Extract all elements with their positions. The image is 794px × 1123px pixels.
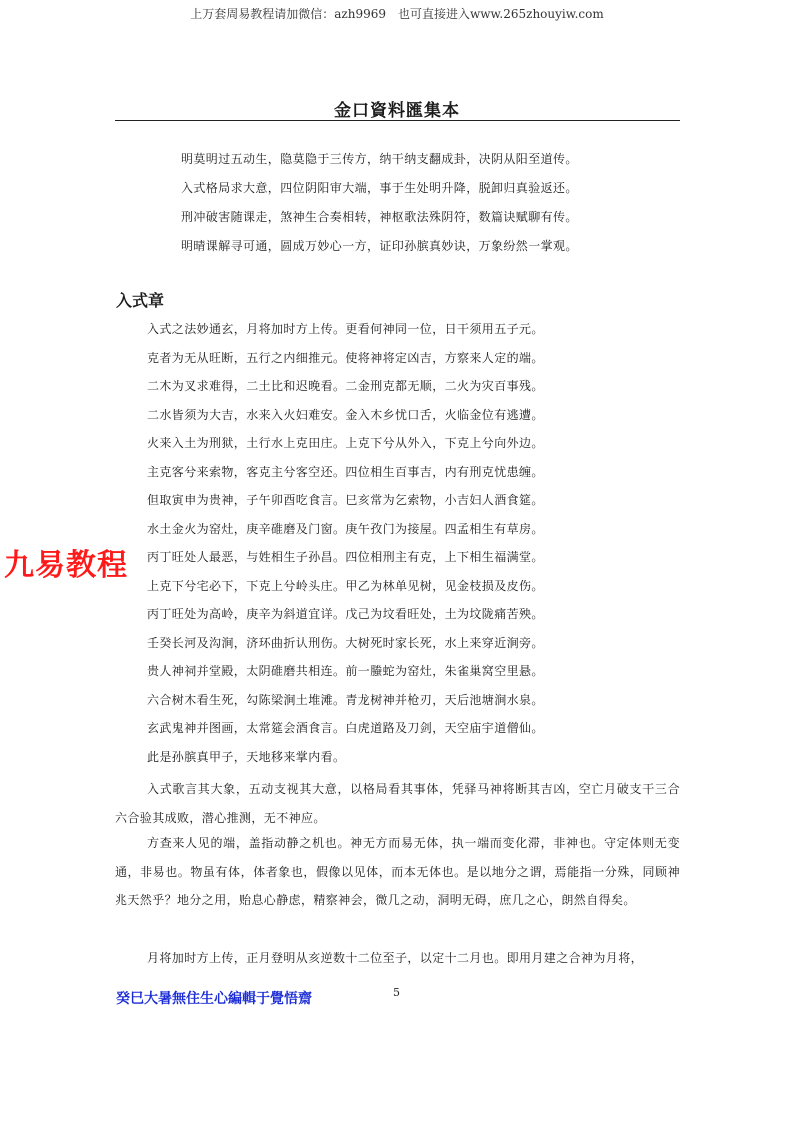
verse-line: 二木为叉求难得，二土比和迟晚看。二金刑克都无顺，二火为灾百事残。 bbox=[147, 379, 544, 393]
verse-line: 但取寅申为贵神，子午卯酉吃食言。巳亥常为乞索物，小吉妇人酒食筵。 bbox=[147, 493, 544, 507]
body-paragraph: 方查来人见的端，盖指动静之机也。神无方而易无体，执一端而变化滞，非神也。守定体则无变通，非易也。物虽有体，体者象也，假像以见体，而本无体也。是以地分之谓，焉能指一分殊，同顾神兆天然乎？地分之用，贻息心静虑，精察神会，微几之动，洞明无碍，庶几之心，朗然自得矣。 bbox=[115, 836, 680, 907]
verse-line: 上克下兮宅必下，下克上兮岭头庄。甲乙为林单见树，见金枝损及皮伤。 bbox=[147, 578, 544, 593]
verse-line: 玄武鬼神并图画，太常筵会酒食言。白虎道路及刀剑，天空庙宇道僧仙。 bbox=[147, 721, 544, 735]
page-number: 5 bbox=[393, 986, 400, 999]
verse-line: 主克客兮来索物，客克主兮客空还。四位相生百事吉，内有刑克忧患缠。 bbox=[147, 464, 544, 479]
verse-list bbox=[147, 320, 687, 776]
verse-line: 丙丁旺处人最恶，与姓相生子孙昌。四位相刑主有克，上下相生福满堂。 bbox=[147, 550, 544, 564]
body-paragraph: 入式歌言其大象，五动支视其大意，以格局看其事体，凭驿马神将断其吉凶，空亡月破支干三合六合验其成败，潜心推测，无不神应。 bbox=[115, 782, 680, 825]
verse-line: 火来入土为刑狱，土行水上克田庄。上克下兮从外入，下克上兮向外边。 bbox=[147, 436, 544, 450]
verse-line: 六合树木看生死，勾陈梁涧土堆滩。青龙树神并枪刃，天后池塘涧水泉。 bbox=[147, 692, 544, 707]
watermark-logo: 九易教程 bbox=[4, 548, 128, 583]
intro-line: 明晴课解寻可通，圆成万妙心一方，证印孙膑真妙诀，万象纷然一掌观。 bbox=[181, 239, 578, 253]
header-promo-note: 上万套周易教程请加微信：azh9969 也可直接进入www.265zhouyiw.com bbox=[190, 7, 604, 21]
page-title: 金口資料匯集本 bbox=[334, 101, 460, 121]
title-divider bbox=[115, 120, 680, 121]
verse-line: 贵人神祠并堂殿，太阴碓磨共相连。前一螣蛇为窑灶，朱雀巢窝空里悬。 bbox=[147, 664, 544, 678]
body-paragraph: 月将加时方上传，正月登明从亥逆数十二位至子，以定十二月也。即用月建之合神为月将， bbox=[147, 951, 644, 965]
verse-line: 入式之法妙通玄，月将加时方上传。更看何神同一位，日干须用五子元。 bbox=[147, 322, 544, 336]
verse-line: 二水皆须为大吉，水来入火妇难安。金入木乡忧口舌，火临金位有逃遭。 bbox=[147, 407, 544, 422]
intro-line: 刑冲破害随课走，煞神生合奏相转，神枢歌法殊阴符，数篇诀赋聊有传。 bbox=[181, 210, 578, 224]
verse-line: 丙丁旺处为高岭，庚辛为斜道宜详。戊己为坟看旺处，土为坟陇痛苦殃。 bbox=[147, 607, 544, 621]
intro-verse-list bbox=[181, 150, 701, 266]
verse-line: 克者为无从旺断，五行之内细推元。使将神将定凶吉，方察来人定的端。 bbox=[147, 350, 544, 365]
verse-line: 壬癸长河及沟涧，济环曲折认刑伤。大树死时家长死，水上来穿近涧旁。 bbox=[147, 635, 544, 650]
verse-line: 水土金火为窑灶，庚辛碓磨及门窗。庚午孜门为接屋。四孟相生有草房。 bbox=[147, 521, 544, 536]
verse-line: 此是孙膑真甲子，天地移来掌内看。 bbox=[147, 749, 346, 764]
intro-line: 明莫明过五动生，隐莫隐于三传方，纳干纳支翻成卦，决阴从阳至道传。 bbox=[181, 152, 578, 166]
footer-editor-note: 癸巳大暑無住生心編輯于覺悟齋 bbox=[116, 991, 312, 1007]
intro-line: 入式格局求大意，四位阴阳审大端，事于生处明升降，脱卸归真验返还。 bbox=[181, 181, 578, 195]
section-heading: 入式章 bbox=[116, 291, 165, 310]
